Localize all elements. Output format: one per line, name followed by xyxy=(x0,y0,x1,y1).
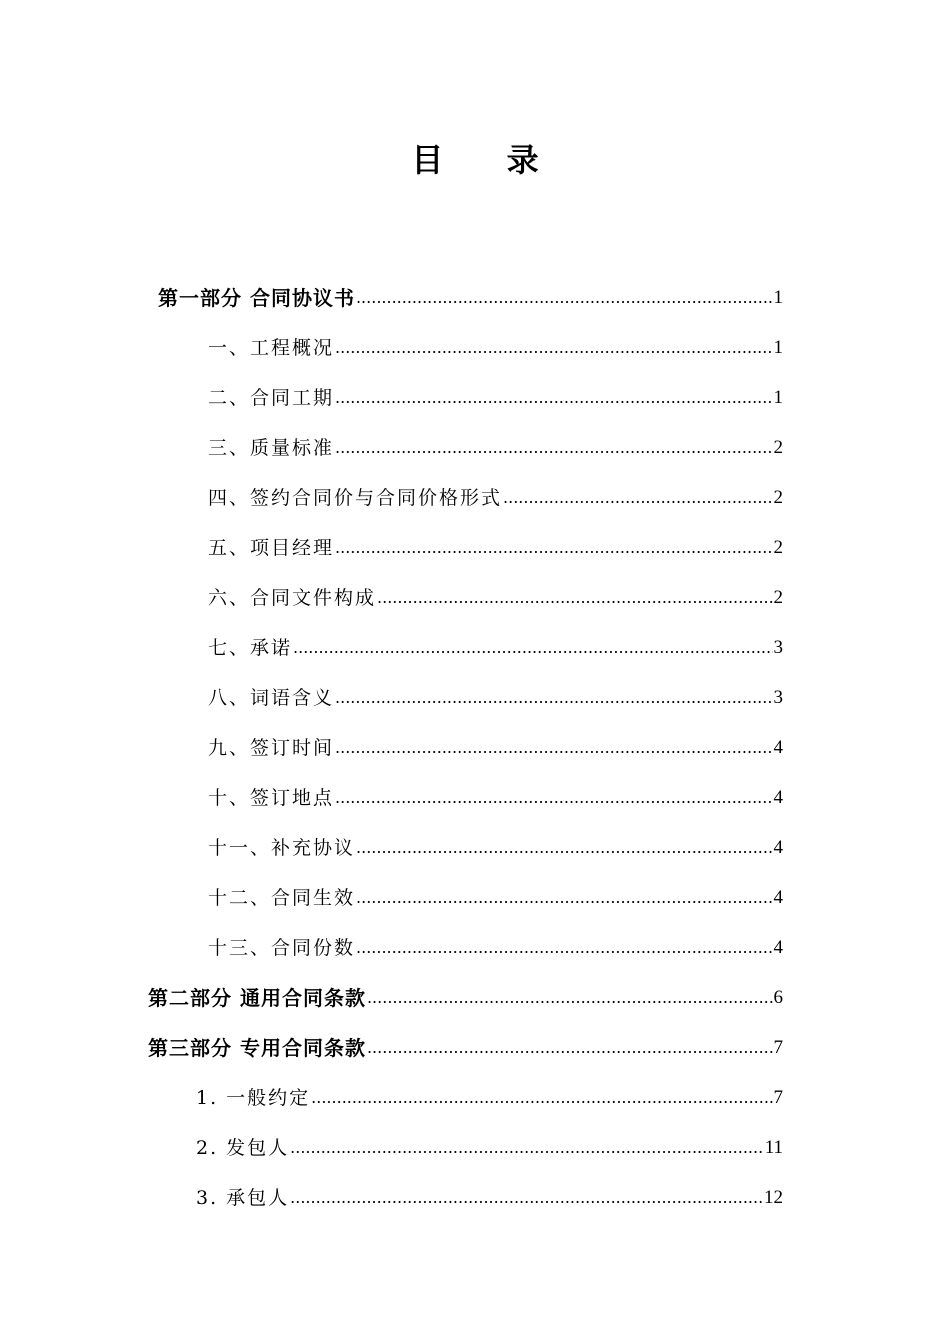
toc-entry[interactable] xyxy=(196,1060,783,1110)
toc-entry-page: 4 xyxy=(773,837,783,858)
toc-leader xyxy=(335,536,772,560)
toc-leader xyxy=(367,986,773,1010)
toc-entry[interactable] xyxy=(196,1110,783,1160)
toc-entry-page: 4 xyxy=(773,737,783,758)
toc-entry-label: 十二、合同生效 xyxy=(208,887,356,909)
toc-entry[interactable] xyxy=(208,760,783,810)
toc-entry-label: 十三、合同份数 xyxy=(208,937,356,959)
toc-leader xyxy=(356,286,773,310)
toc-entry[interactable] xyxy=(208,410,783,460)
toc-entry-label: 一、工程概况 xyxy=(208,337,335,359)
toc-entry-page: 7 xyxy=(773,1087,783,1108)
toc-leader xyxy=(311,1086,772,1110)
toc-entry-page: 2 xyxy=(773,437,783,458)
toc-entry-label: 三、质量标准 xyxy=(208,437,335,459)
toc-entry-label: 九、签订时间 xyxy=(208,737,335,759)
toc-entry-label: 五、项目经理 xyxy=(208,537,335,559)
toc-entry-label: 二、合同工期 xyxy=(208,387,335,409)
toc-leader xyxy=(356,886,772,910)
toc-entry-page: 2 xyxy=(773,537,783,558)
toc-entry-page: 1 xyxy=(773,337,783,358)
toc-leader xyxy=(335,436,772,460)
toc-entry-label: 第一部分 合同协议书 xyxy=(158,286,355,310)
toc-leader xyxy=(335,786,772,810)
toc-leader xyxy=(503,486,772,510)
toc-entry-page: 12 xyxy=(764,1187,783,1208)
toc-entry[interactable] xyxy=(208,860,783,910)
toc-entry-page: 4 xyxy=(773,937,783,958)
page-title: 目 录 xyxy=(411,141,565,179)
toc-entry-part-2[interactable] xyxy=(148,960,783,1010)
toc-entry-page: 3 xyxy=(773,687,783,708)
toc-entry[interactable] xyxy=(196,1160,783,1210)
toc-entry-page: 2 xyxy=(773,487,783,508)
toc-entry[interactable] xyxy=(208,510,783,560)
toc-entry[interactable] xyxy=(208,360,783,410)
toc-entry-page: 1 xyxy=(773,387,783,408)
toc-entry-label: 3. 承包人 xyxy=(196,1187,290,1209)
toc-entry-label: 七、承诺 xyxy=(208,637,293,659)
toc-entry-page: 2 xyxy=(773,587,783,608)
toc-leader xyxy=(335,336,772,360)
toc-entry-page: 6 xyxy=(773,987,783,1008)
toc-entry[interactable] xyxy=(208,310,783,360)
toc-entry-page: 7 xyxy=(773,1037,783,1058)
toc-leader xyxy=(367,1036,773,1060)
toc-entry-label: 六、合同文件构成 xyxy=(208,587,377,609)
toc-leader xyxy=(290,1136,764,1160)
toc-entry-part-1[interactable] xyxy=(158,260,783,310)
toc-entry[interactable] xyxy=(208,810,783,860)
toc-entry-page: 3 xyxy=(773,637,783,658)
toc-entry[interactable] xyxy=(208,610,783,660)
toc-entry-label: 第二部分 通用合同条款 xyxy=(148,986,366,1010)
toc-entry-page: 1 xyxy=(773,287,783,308)
toc-leader xyxy=(377,586,772,610)
toc-entry-page: 4 xyxy=(773,787,783,808)
toc-entry-label: 第三部分 专用合同条款 xyxy=(148,1036,366,1060)
toc-entry[interactable] xyxy=(208,460,783,510)
toc-entry[interactable] xyxy=(208,560,783,610)
toc-leader xyxy=(290,1186,763,1210)
toc-leader xyxy=(335,386,772,410)
toc-entry-page: 11 xyxy=(764,1137,783,1158)
toc-entry-label: 四、签约合同价与合同价格形式 xyxy=(208,487,503,509)
toc-entry-label: 1. 一般约定 xyxy=(196,1087,311,1109)
toc-leader xyxy=(356,836,772,860)
toc-entry-label: 十、签订地点 xyxy=(208,787,335,809)
toc-entry-label: 八、词语含义 xyxy=(208,687,335,709)
toc-leader xyxy=(335,686,772,710)
toc-leader xyxy=(335,736,772,760)
toc-entry-label: 2. 发包人 xyxy=(196,1137,290,1159)
toc-entry-label: 十一、补充协议 xyxy=(208,837,356,859)
toc-leader xyxy=(293,636,772,660)
toc-entry[interactable] xyxy=(208,710,783,760)
toc-entry[interactable] xyxy=(208,660,783,710)
toc-entry-part-3[interactable] xyxy=(148,1010,783,1060)
toc-entry[interactable] xyxy=(208,910,783,960)
toc-entry-page: 4 xyxy=(773,887,783,908)
toc-leader xyxy=(356,936,772,960)
